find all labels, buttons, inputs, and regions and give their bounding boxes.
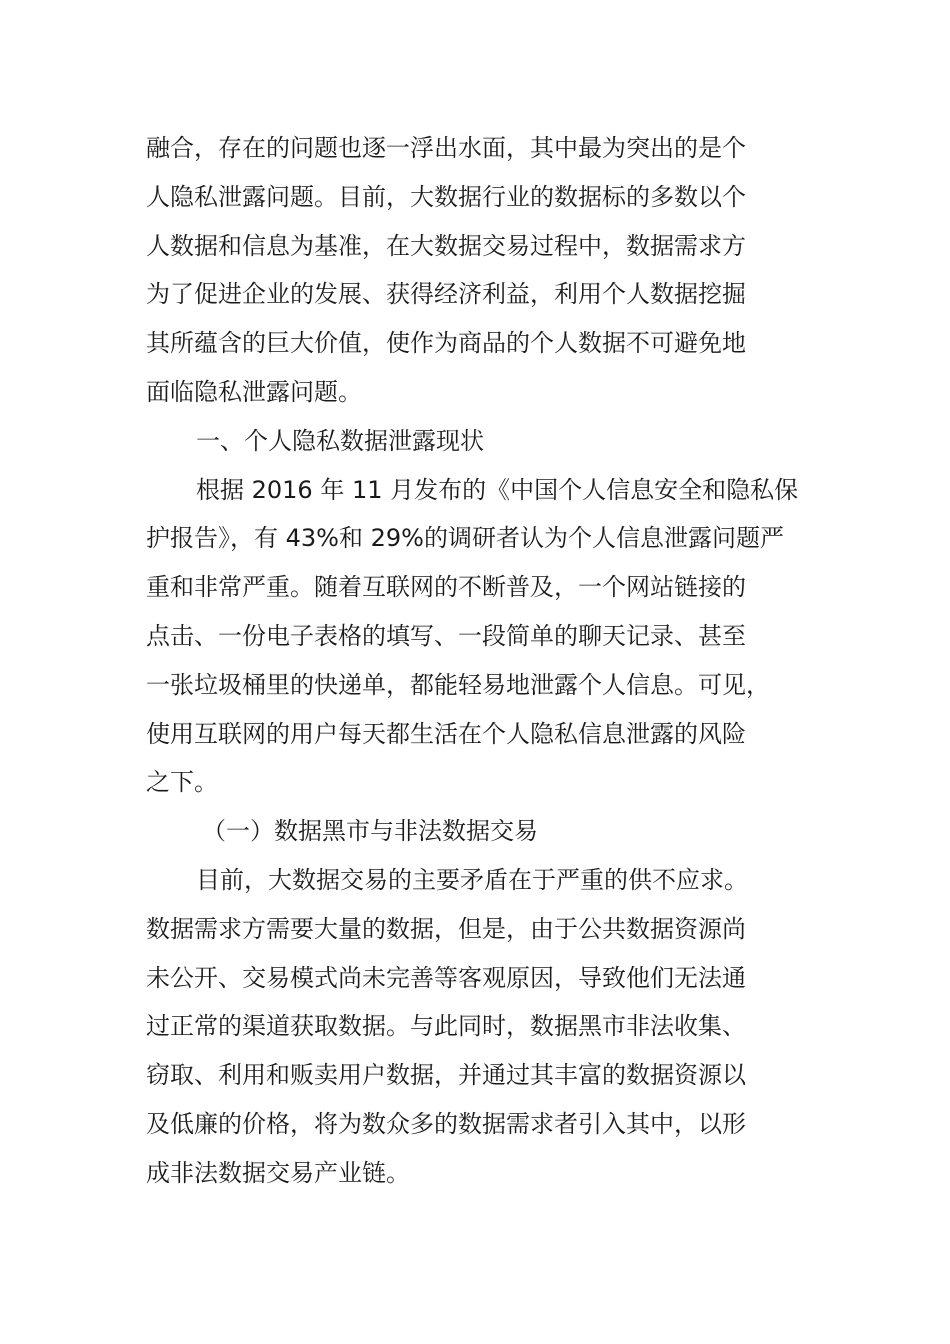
paragraph-line: 根据 2016 年 11 月发布的《中国个人信息安全和隐私保	[196, 475, 799, 504]
paragraph-line: 为了促进企业的发展、获得经济利益，利用个人数据挖掘	[146, 280, 746, 309]
paragraph-line: 融合，存在的问题也逐一浮出水面，其中最为突出的是个	[146, 134, 746, 162]
document-body	[146, 124, 806, 1198]
paragraph-line: 人隐私泄露问题。目前，大数据行业的数据标的多数以个	[146, 182, 746, 211]
paragraph-line: 目前，大数据交易的主要矛盾在于严重的供不应求。	[196, 865, 748, 894]
paragraph-line: 成非法数据交易产业链。	[146, 1158, 410, 1187]
paragraph-line: 数据需求方需要大量的数据，但是，由于公共数据资源尚	[146, 914, 746, 943]
subsection-heading: （一）数据黑市与非法数据交易	[202, 817, 538, 846]
paragraph-line: 点击、一份电子表格的填写、一段简单的聊天记录、甚至	[146, 621, 746, 650]
paragraph-line: 未公开、交易模式尚未完善等客观原因，导致他们无法通	[146, 963, 746, 992]
paragraph-line: 人数据和信息为基准，在大数据交易过程中，数据需求方	[146, 231, 746, 260]
paragraph-line: 之下。	[146, 768, 218, 797]
paragraph-line: 窃取、利用和贩卖用户数据，并通过其丰富的数据资源以	[146, 1061, 746, 1090]
paragraph-line: 及低廉的价格，将为数众多的数据需求者引入其中，以形	[146, 1109, 746, 1138]
paragraph-line: 过正常的渠道获取数据。与此同时，数据黑市非法收集、	[146, 1012, 746, 1041]
paragraph-line: 护报告》，有 43%和 29%的调研者认为个人信息泄露问题严	[146, 524, 784, 553]
section-heading: 一、个人隐私数据泄露现状	[196, 426, 484, 455]
paragraph-line: 使用互联网的用户每天都生活在个人隐私信息泄露的风险	[146, 719, 746, 748]
paragraph-line: 重和非常严重。随着互联网的不断普及，一个网站链接的	[146, 573, 746, 602]
paragraph-line: 面临隐私泄露问题。	[146, 377, 362, 406]
paragraph-line: 一张垃圾桶里的快递单，都能轻易地泄露个人信息。可见，	[146, 670, 770, 699]
paragraph-line: 其所蕴含的巨大价值，使作为商品的个人数据不可避免地	[146, 329, 746, 358]
